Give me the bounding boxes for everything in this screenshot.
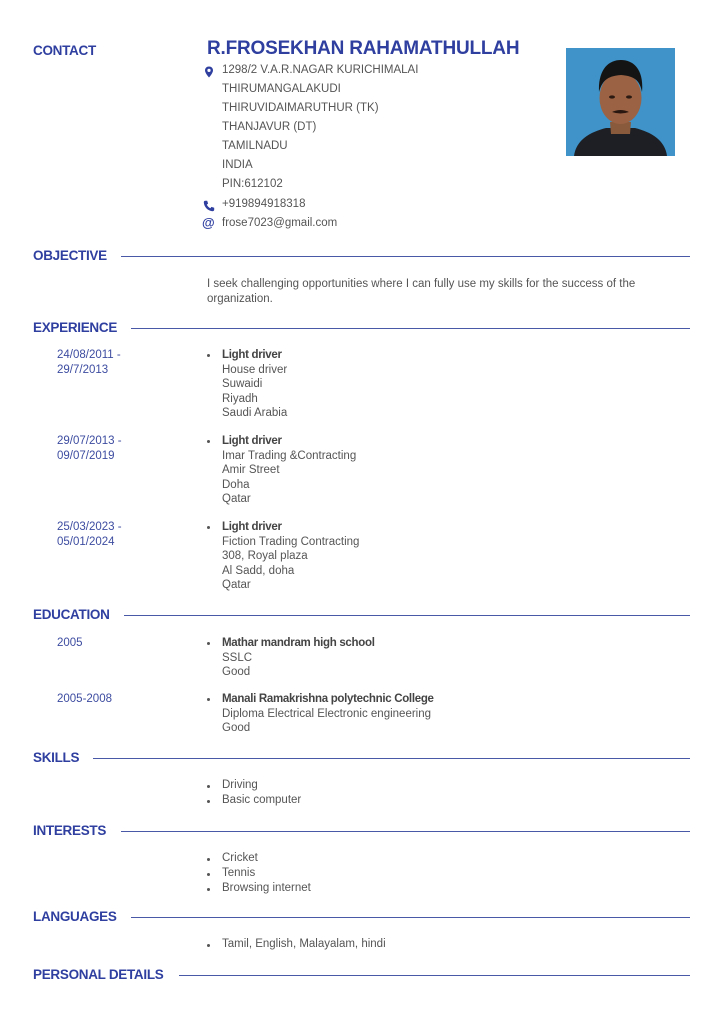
bullet-icon xyxy=(207,800,210,803)
experience-divider xyxy=(131,328,690,329)
bullet-icon xyxy=(207,858,210,861)
objective-divider xyxy=(121,256,690,257)
objective-heading: OBJECTIVE xyxy=(33,248,107,263)
interest-item: Cricket xyxy=(222,852,258,864)
contact-heading: CONTACT xyxy=(33,43,96,58)
email-address: frose7023@gmail.com xyxy=(222,217,338,229)
address-line-5: TAMILNADU xyxy=(222,140,288,152)
bullet-icon xyxy=(207,526,210,529)
bullet-icon xyxy=(207,888,210,891)
candidate-name: R.FROSEKHAN RAHAMATHULLAH xyxy=(207,38,520,59)
education-date: 2005-2008 xyxy=(57,693,112,705)
bullet-icon xyxy=(207,354,210,357)
interests-heading: INTERESTS xyxy=(33,823,107,838)
education-date: 2005 xyxy=(57,637,83,649)
personal-details-heading: PERSONAL DETAILS xyxy=(33,967,164,982)
skills-heading: SKILLS xyxy=(33,750,80,765)
address-line-7: PIN:612102 xyxy=(222,178,283,190)
bullet-icon xyxy=(207,944,210,947)
language-item: Tamil, English, Malayalam, hindi xyxy=(222,938,386,950)
address-line-4: THANJAVUR (DT) xyxy=(222,121,317,133)
bullet-icon xyxy=(207,873,210,876)
skills-divider xyxy=(93,758,690,759)
languages-divider xyxy=(131,917,690,918)
personal-details-divider xyxy=(179,975,690,976)
interest-item: Tennis xyxy=(222,867,256,879)
objective-text: I seek challenging opportunities where I can fully use my skills for the success of the organization. xyxy=(207,278,636,305)
at-sign-icon: @ xyxy=(202,215,215,230)
education-entry: Mathar mandram high school SSLC Good xyxy=(222,637,375,678)
address-line-1: 1298/2 V.A.R.NAGAR KURICHIMALAI xyxy=(222,64,419,76)
languages-heading: LANGUAGES xyxy=(33,909,117,924)
address-line-2: THIRUMANGALAKUDI xyxy=(222,83,341,95)
skill-item: Driving xyxy=(222,779,258,791)
interest-item: Browsing internet xyxy=(222,882,311,894)
location-pin-icon xyxy=(202,65,216,79)
bullet-icon xyxy=(207,785,210,788)
experience-date: 25/03/2023 - 05/01/2024 xyxy=(57,521,122,548)
address-line-6: INDIA xyxy=(222,159,253,171)
bullet-icon xyxy=(207,642,210,645)
education-entry: Manali Ramakrishna polytechnic College Diploma Electrical Electronic engineering Good xyxy=(222,693,434,734)
experience-entry: Light driver Imar Trading &Contracting Amir Street Doha Qatar xyxy=(222,435,357,505)
skill-item: Basic computer xyxy=(222,794,302,806)
phone-icon xyxy=(202,199,216,213)
experience-entry: Light driver Fiction Trading Contracting 308, Royal plaza Al Sadd, doha Qatar xyxy=(222,521,360,591)
address-line-3: THIRUVIDAIMARUTHUR (TK) xyxy=(222,102,379,114)
experience-date: 24/08/2011 - 29/7/2013 xyxy=(57,349,121,376)
interests-divider xyxy=(121,831,690,832)
education-heading: EDUCATION xyxy=(33,607,110,622)
experience-entry: Light driver House driver Suwaidi Riyadh Saudi Arabia xyxy=(222,349,288,419)
education-divider xyxy=(124,615,690,616)
profile-photo xyxy=(566,48,675,156)
phone-number: +919894918318 xyxy=(222,198,306,210)
experience-heading: EXPERIENCE xyxy=(33,320,118,335)
experience-date: 29/07/2013 - 09/07/2019 xyxy=(57,435,122,462)
bullet-icon xyxy=(207,440,210,443)
bullet-icon xyxy=(207,698,210,701)
